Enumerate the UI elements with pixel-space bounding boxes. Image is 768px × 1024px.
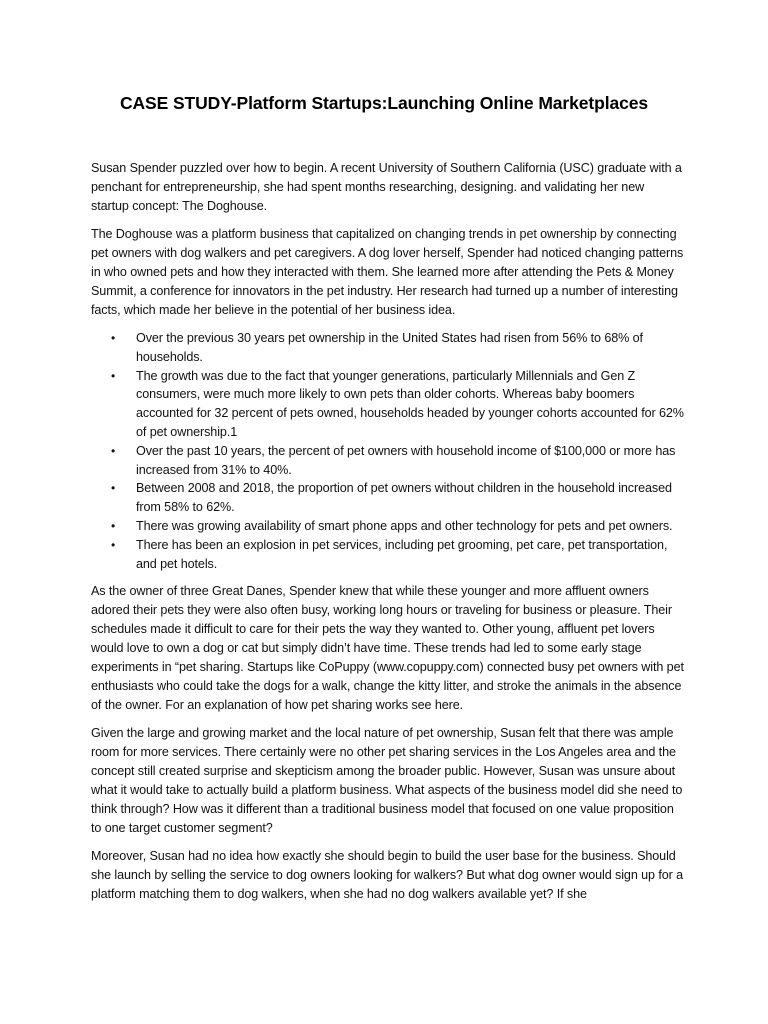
list-item-text: There has been an explosion in pet services, including pet grooming, pet care, pet transportation, and pet hotels. [136,537,668,571]
list-item-text: Between 2008 and 2018, the proportion of pet owners without children in the household increased from 58% to 62%. [136,481,672,515]
list-item-text: The growth was due to the fact that younger generations, particularly Millennials and Gen Z consumers, were much more likely to own pets than older cohorts. Whereas baby boomers accounted for 32 percent of pets owned, households headed by younger cohorts accounted for 62% of pet ownership.1 [136,368,684,439]
page-title: CASE STUDY-Platform Startups:Launching Online Marketplaces [119,93,649,113]
bullet-icon: • [111,518,116,533]
paragraph-user-base: Moreover, Susan had no idea how exactly she should begin to build the user base for the business. Should she launch by selling the service to dog owners looking for walkers? But what dog owner would sign up for a platform matching them to dog walkers, when she had no dog walkers available yet? If she [91,849,684,902]
list-item [91,442,685,480]
paragraph-market: Given the large and growing market and the local nature of pet ownership, Susan felt that there was ample room for more services. There certainly were no other pet sharing services in the Los Angeles area and the concept still created surprise and skepticism among the broader public. However, Susan was unsure about what it would take to actually build a platform business. What aspects of the business model did she need to think through? How was it different than a traditional business model that focused on one value proposition to one target customer segment? [91,726,683,836]
list-item [91,536,685,574]
list-item-text: Over the past 10 years, the percent of pet owners with household income of $100,000 or more has increased from 31% to 40%. [136,443,676,477]
list-item-text: Over the previous 30 years pet ownership in the United States had risen from 56% to 68% of households. [136,331,643,364]
facts-list [91,329,685,573]
paragraph-intro: Susan Spender puzzled over how to begin. A recent University of Southern California (USC) graduate with a penchant for entrepreneurship, she had spent months researching, designing. and validating her new startup concept: The Doghouse. [91,161,682,213]
document-body [91,159,685,913]
bullet-icon: • [111,443,116,458]
paragraph-doghouse: The Doghouse was a platform business that capitalized on changing trends in pet ownership by connecting pet owners with dog walkers and pet caregivers. A dog lover herself, Spender had noticed changing patterns in who owned pets and how they interacted with them. She learned more after attending the Pets & Money Summit, a conference for innovators in the pet industry. Her research had turned up a number of interesting facts, which made her believe in the potential of her business idea. [91,227,684,317]
list-item [91,517,685,536]
list-item [91,367,685,442]
list-item [91,329,685,367]
paragraph-great-danes: As the owner of three Great Danes, Spender knew that while these younger and more affluent owners adored their pets they were also often busy, working long hours or traveling for business or pleasure. Their schedules made it difficult to care for their pets the way they wanted to. Other young, affluent pet lovers would love to own a dog or cat but simply didn’t have time. These trends had led to some early stage experiments in “pet sharing. Startups like CoPuppy (www.copuppy.com) connected busy pet owners with pet enthusiasts who could take the dogs for a walk, change the kitty litter, and stroke the animals in the absence of the owner. For an explanation of how pet sharing works see here. [91,584,684,713]
list-item-text: There was growing availability of smart phone apps and other technology for pets and pet owners. [136,518,673,533]
bullet-icon: • [111,537,116,552]
bullet-icon: • [111,481,116,496]
bullet-icon: • [111,368,116,383]
list-item [91,479,685,517]
bullet-icon: • [111,331,116,345]
